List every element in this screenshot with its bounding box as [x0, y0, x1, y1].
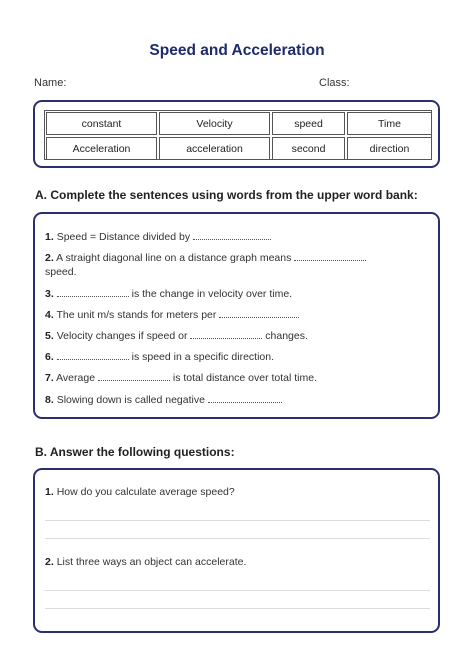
word-bank-cell: Time — [347, 112, 432, 135]
item-text-after: is the change in velocity over time. — [128, 288, 293, 300]
fill-item-6 — [45, 351, 430, 365]
answer-blank[interactable] — [57, 351, 129, 360]
word-bank-cell: acceleration — [159, 137, 270, 160]
section-b-heading: B. Answer the following questions: — [35, 445, 235, 459]
class-label: Class: — [319, 77, 350, 89]
item-text-after: speed. — [45, 265, 77, 278]
answer-blank[interactable] — [294, 252, 366, 261]
item-text-after: is speed in a specific direction. — [128, 351, 275, 363]
section-a-box — [33, 212, 440, 419]
question-text: How do you calculate average speed? — [56, 486, 235, 498]
section-b-box — [33, 468, 440, 633]
fill-item-8 — [45, 394, 430, 408]
fill-item-5 — [45, 330, 430, 344]
answer-blank[interactable] — [98, 372, 170, 381]
item-number: 4. — [45, 309, 54, 321]
question-2 — [45, 556, 430, 570]
answer-blank[interactable] — [208, 394, 282, 403]
answer-blank[interactable] — [190, 330, 262, 339]
word-bank-cell: Acceleration — [46, 137, 157, 160]
item-number: 7. — [45, 372, 54, 384]
item-text-before: Velocity changes if speed or — [56, 330, 191, 342]
word-bank-table — [44, 110, 432, 160]
fill-item-4 — [45, 309, 430, 323]
answer-blank[interactable] — [57, 288, 129, 297]
word-bank-box — [33, 100, 440, 168]
item-text-before: Speed = Distance divided by — [56, 231, 193, 243]
item-number: 5. — [45, 330, 54, 342]
fill-item-1 — [45, 231, 430, 245]
word-bank-cell: constant — [46, 112, 157, 135]
item-number: 1. — [45, 231, 54, 243]
word-bank-cell: direction — [347, 137, 432, 160]
question-1 — [45, 486, 430, 500]
item-text-before: A straight diagonal line on a distance graph means — [56, 252, 295, 264]
fill-item-7 — [45, 372, 430, 386]
item-number: 2. — [45, 252, 54, 264]
item-text-before: The unit m/s stands for meters per — [56, 309, 220, 321]
word-bank-cell: Velocity — [159, 112, 270, 135]
answer-line[interactable] — [45, 538, 430, 539]
name-label: Name: — [34, 77, 67, 89]
item-text-before: Average — [56, 372, 98, 384]
item-number: 3. — [45, 288, 54, 300]
item-number: 6. — [45, 351, 54, 363]
answer-line[interactable] — [45, 590, 430, 591]
answer-blank[interactable] — [193, 231, 271, 240]
answer-blank[interactable] — [219, 309, 299, 318]
item-text-after: changes. — [262, 330, 308, 342]
question-number: 2. — [45, 556, 54, 568]
word-bank-cell: speed — [272, 112, 345, 135]
fill-item-3 — [45, 288, 430, 302]
question-number: 1. — [45, 486, 54, 498]
answer-line[interactable] — [45, 520, 430, 521]
question-text: List three ways an object can accelerate. — [56, 556, 247, 568]
fill-item-2 — [45, 252, 430, 279]
word-bank-cell: second — [272, 137, 345, 160]
item-text-after: is total distance over total time. — [169, 372, 318, 384]
answer-line[interactable] — [45, 608, 430, 609]
page-title: Speed and Acceleration — [149, 42, 325, 59]
section-a-heading: A. Complete the sentences using words from the upper word bank: — [35, 188, 418, 202]
item-text-before: Slowing down is called negative — [56, 394, 208, 406]
item-number: 8. — [45, 394, 54, 406]
